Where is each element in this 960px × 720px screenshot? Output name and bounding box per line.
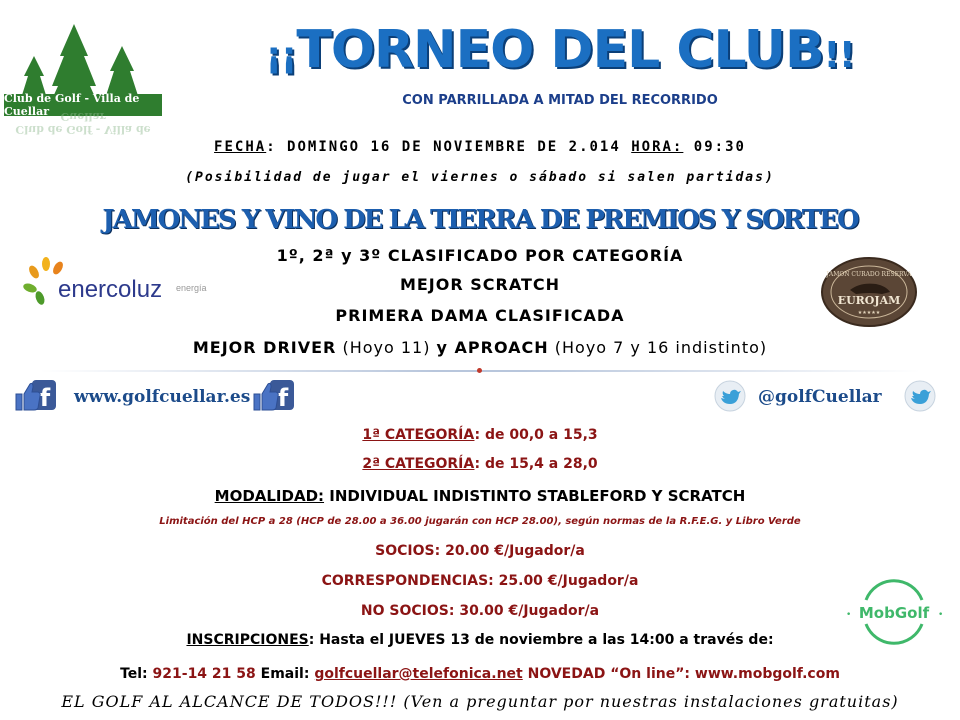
driver-hole: (Hoyo 11)	[336, 338, 437, 357]
fee-label: SOCIOS:	[375, 543, 441, 559]
email-label: Email:	[255, 666, 315, 682]
hora-label: HORA:	[631, 139, 684, 155]
enercoluz-subtitle: energía	[176, 283, 207, 293]
mobgolf-name: MobGolf	[858, 604, 930, 622]
date-line	[0, 139, 960, 155]
twitter-bird-icon[interactable]	[904, 380, 936, 412]
inscripciones-line	[0, 632, 960, 648]
hora-value: 09:30	[683, 139, 746, 155]
facebook-like-icon[interactable]	[14, 378, 58, 412]
svg-text:f: f	[277, 384, 289, 412]
twitter-handle-link[interactable]: @golfCuellar	[758, 387, 882, 407]
category-1-line	[0, 427, 960, 443]
prize-item: MEJOR SCRATCH	[399, 275, 561, 294]
play-note: (Posibilidad de jugar el viernes o sábado si salen partidas)	[185, 170, 775, 185]
driver-label: MEJOR DRIVER	[192, 338, 337, 357]
eurojam-logo	[820, 256, 918, 328]
mobgolf-logo[interactable]	[838, 578, 950, 646]
modalidad-label: MODALIDAD:	[214, 487, 325, 505]
fee-label: CORRESPONDENCIAS:	[321, 573, 494, 589]
facebook-like-icon[interactable]	[252, 378, 296, 412]
inscripciones-label: INSCRIPCIONES	[186, 632, 309, 648]
hcp-limit-note: Limitación del HCP a 28 (HCP de 28.00 a 36.00 jugarán con HCP 28.00), según normas de la R.F.E.G. y Libro Verde	[159, 516, 801, 527]
title-text: TORNEO DEL CLUB	[296, 20, 824, 80]
novedad-label: NOVEDAD “On line”:	[522, 666, 695, 682]
category-range: : de 00,0 a 15,3	[474, 427, 598, 443]
fecha-label: FECHA	[214, 139, 267, 155]
fee-value: 30.00 €/Jugador/a	[454, 603, 600, 619]
aproach-holes: (Hoyo 7 y 16 indistinto)	[548, 338, 768, 357]
title-suffix: !!	[823, 35, 855, 76]
fee-value: 25.00 €/Jugador/a	[493, 573, 639, 589]
fee-correspondencias	[0, 573, 960, 589]
fecha-value: : DOMINGO 16 DE NOVIEMBRE DE 2.014	[266, 139, 632, 155]
prizes-heading: JAMONES Y VINO DE LA TIERRA DE PREMIOS Y SORTEO	[102, 205, 858, 235]
enercoluz-name: enercoluz	[58, 276, 163, 303]
title-prefix: ¡¡	[265, 35, 297, 76]
tel-label: Tel:	[120, 666, 153, 682]
category-range: : de 15,4 a 28,0	[474, 456, 598, 472]
email-link[interactable]: golfcuellar@telefonica.net	[314, 666, 523, 682]
prize-item: 1º, 2ª y 3º CLASIFICADO POR CATEGORÍA	[276, 246, 684, 265]
fee-label: NO SOCIOS:	[360, 603, 455, 619]
divider-dot	[477, 368, 482, 373]
eurojam-name: EUROJAM	[837, 294, 901, 307]
eurojam-stars: ★★★★★	[857, 310, 881, 316]
club-banner-reflection: Club de Golf - Villa de Cuellar	[15, 110, 151, 136]
category-label: 2ª CATEGORÍA	[362, 456, 475, 472]
page-subtitle: CON PARRILLADA A MITAD DEL RECORRIDO	[402, 93, 718, 108]
fee-value: 20.00 €/Jugador/a	[440, 543, 585, 559]
page-title	[160, 20, 960, 80]
modalidad-line	[0, 487, 960, 505]
prize-driver-line	[0, 338, 960, 357]
aproach-label: y APROACH	[436, 338, 549, 357]
fee-socios	[0, 543, 960, 559]
club-banner: Club de Golf - Villa de Cuellar	[4, 94, 162, 116]
fee-no-socios	[0, 603, 960, 619]
category-2-line	[0, 456, 960, 472]
svg-text:•: •	[846, 610, 852, 620]
inscripciones-value: : Hasta el JUEVES 13 de noviembre a las 14:00 a través de:	[308, 632, 774, 648]
prize-item: PRIMERA DAMA CLASIFICADA	[335, 306, 625, 325]
slogan: EL GOLF AL ALCANCE DE TODOS!!! (Ven a preguntar por nuestras instalaciones gratuitas)	[61, 692, 899, 711]
phone-number[interactable]: 921-14 21 58	[152, 666, 256, 682]
twitter-bird-icon[interactable]	[714, 380, 746, 412]
website-link[interactable]: www.golfcuellar.es	[74, 387, 251, 407]
mobgolf-url-link[interactable]: www.mobgolf.com	[694, 666, 840, 682]
svg-text:•: •	[938, 610, 944, 620]
category-label: 1ª CATEGORÍA	[362, 427, 475, 443]
eurojam-ring-text: JAMON CURADO RESERVA	[826, 271, 912, 278]
svg-text:f: f	[39, 384, 51, 412]
modalidad-value: INDIVIDUAL INDISTINTO STABLEFORD Y SCRATCH	[324, 487, 746, 505]
contact-line	[0, 666, 960, 682]
